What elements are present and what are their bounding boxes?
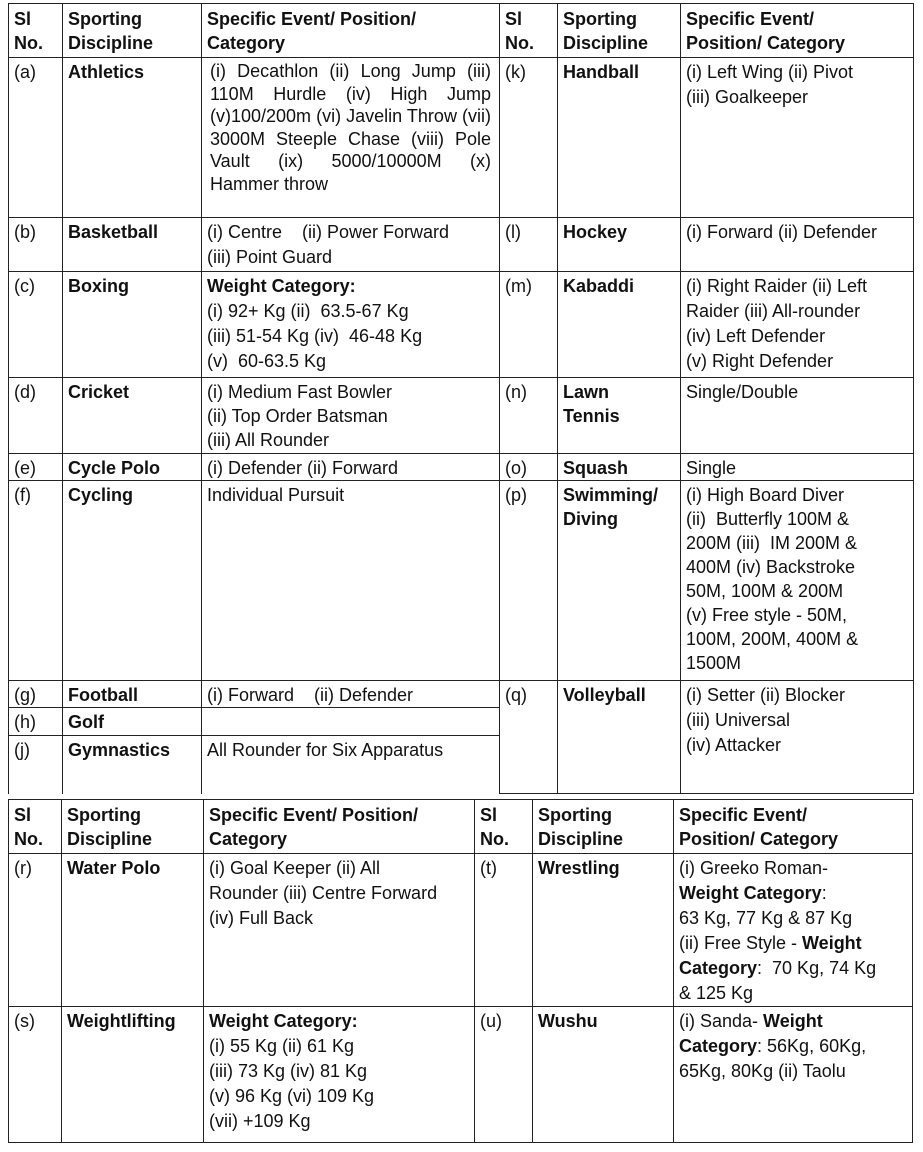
sl-cell: (h) — [9, 708, 63, 736]
sport-cell: Cricket — [63, 378, 202, 454]
event-cell: (i) Left Wing (ii) Pivot (iii) Goalkeeper — [681, 58, 914, 218]
sl-cell: (f) — [9, 481, 63, 681]
header-sport: Sporting Discipline — [558, 4, 681, 58]
sl-cell: (j) — [9, 736, 63, 794]
header-event: Specific Event/ Position/ Category — [202, 4, 500, 58]
sl-cell: (b) — [9, 218, 63, 272]
sport-cell: Basketball — [63, 218, 202, 272]
sl-cell: (e) — [9, 454, 63, 481]
event-cell: All Rounder for Six Apparatus — [202, 736, 500, 794]
event-cell: (i) Goal Keeper (ii) All Rounder (iii) Centre Forward (iv) Full Back — [204, 854, 475, 1007]
event-cell: Weight Category: (i) 92+ Kg (ii) 63.5-67 Kg (iii) 51-54 Kg (iv) 46-48 Kg (v) 60-63.5 Kg — [202, 272, 500, 378]
sl-cell: (k) — [500, 58, 558, 218]
header-sport: Sporting Discipline — [533, 800, 674, 854]
table-row — [9, 378, 914, 454]
event-cell: Individual Pursuit — [202, 481, 500, 681]
event-cell: (i) High Board Diver (ii) Butterfly 100M & 200M (iii) IM 200M & 400M (iv) Backstroke 50M, 100M & 200M (v) Free style - 50M, 100M, 200M, 400M & 1500M — [681, 481, 914, 681]
header-sport: Sporting Discipline — [63, 4, 202, 58]
sport-cell: Squash — [558, 454, 681, 481]
sport-cell: Weightlifting — [62, 1007, 204, 1143]
sl-cell: (o) — [500, 454, 558, 481]
sl-cell: (r) — [9, 854, 62, 1007]
sport-cell: Handball — [558, 58, 681, 218]
sport-cell: Athletics — [63, 58, 202, 218]
header-row — [9, 4, 914, 58]
sl-cell: (g) — [9, 681, 63, 708]
event-cell: (i) Sanda- Weight Category: 56Kg, 60Kg, 65Kg, 80Kg (ii) Taolu — [674, 1007, 913, 1143]
table-row — [9, 272, 914, 378]
event-cell: (i) Forward (ii) Defender — [681, 218, 914, 272]
header-sl: Sl No. — [9, 800, 62, 854]
table-row — [9, 854, 913, 1007]
sl-cell: (c) — [9, 272, 63, 378]
sl-cell: (p) — [500, 481, 558, 681]
sport-cell: Cycle Polo — [63, 454, 202, 481]
sl-cell: (q) — [500, 681, 558, 794]
event-cell: Weight Category: (i) 55 Kg (ii) 61 Kg (iii) 73 Kg (iv) 81 Kg (v) 96 Kg (vi) 109 Kg (vii) +109 Kg — [204, 1007, 475, 1143]
sport-cell: Volleyball — [558, 681, 681, 794]
header-sl: Sl No. — [475, 800, 533, 854]
event-cell: (i) Centre (ii) Power Forward (iii) Point Guard — [202, 218, 500, 272]
sl-cell: (d) — [9, 378, 63, 454]
sl-cell: (a) — [9, 58, 63, 218]
sl-cell: (m) — [500, 272, 558, 378]
header-event: Specific Event/ Position/ Category — [681, 4, 914, 58]
sport-cell: Football — [63, 681, 202, 708]
sport-cell: Gymnastics — [63, 736, 202, 794]
sport-cell: Boxing — [63, 272, 202, 378]
event-cell: (i) Right Raider (ii) Left Raider (iii) All-rounder (iv) Left Defender (v) Right Defender — [681, 272, 914, 378]
event-cell: (i) Greeko Roman- Weight Category: 63 Kg, 77 Kg & 87 Kg (ii) Free Style - Weight Category: 70 Kg, 74 Kg & 125 Kg — [674, 854, 913, 1007]
table-row — [9, 58, 914, 218]
table-row — [9, 218, 914, 272]
sport-cell: Wrestling — [533, 854, 674, 1007]
sport-cell: Kabaddi — [558, 272, 681, 378]
sport-cell: Wushu — [533, 1007, 674, 1143]
sport-cell: Golf — [63, 708, 202, 736]
sport-cell: Water Polo — [62, 854, 204, 1007]
sl-cell: (u) — [475, 1007, 533, 1143]
table-row — [9, 481, 914, 681]
sl-cell: (t) — [475, 854, 533, 1007]
header-row — [9, 800, 913, 854]
sl-cell: (n) — [500, 378, 558, 454]
event-cell: Single/Double — [681, 378, 914, 454]
header-sl: Sl No. — [9, 4, 63, 58]
event-cell: (i) Setter (ii) Blocker (iii) Universal (iv) Attacker — [681, 681, 914, 794]
sport-cell: Lawn Tennis — [558, 378, 681, 454]
event-cell: Single — [681, 454, 914, 481]
sports-table-2 — [8, 799, 913, 1143]
header-event: Specific Event/ Position/ Category — [674, 800, 913, 854]
sl-cell: (s) — [9, 1007, 62, 1143]
table-row — [9, 1007, 913, 1143]
sports-table-1 — [8, 3, 914, 794]
header-sport: Sporting Discipline — [62, 800, 204, 854]
event-cell: (i) Defender (ii) Forward — [202, 454, 500, 481]
event-cell: (i) Forward (ii) Defender — [202, 681, 500, 708]
event-cell: (i) Medium Fast Bowler (ii) Top Order Batsman (iii) All Rounder — [202, 378, 500, 454]
sport-cell: Hockey — [558, 218, 681, 272]
sl-cell: (l) — [500, 218, 558, 272]
header-event: Specific Event/ Position/ Category — [204, 800, 475, 854]
event-cell: (i) Decathlon (ii) Long Jump (iii) 110M Hurdle (iv) High Jump (v)100/200m (vi) Javelin Throw (vii) 3000M Steeple Chase (viii) Pole Vault (ix) 5000/10000M (x) Hammer throw — [202, 58, 500, 218]
table-row — [9, 681, 914, 708]
sport-cell: Cycling — [63, 481, 202, 681]
table-row — [9, 454, 914, 481]
header-sl: Sl No. — [500, 4, 558, 58]
event-cell — [202, 708, 500, 736]
sport-cell: Swimming/ Diving — [558, 481, 681, 681]
